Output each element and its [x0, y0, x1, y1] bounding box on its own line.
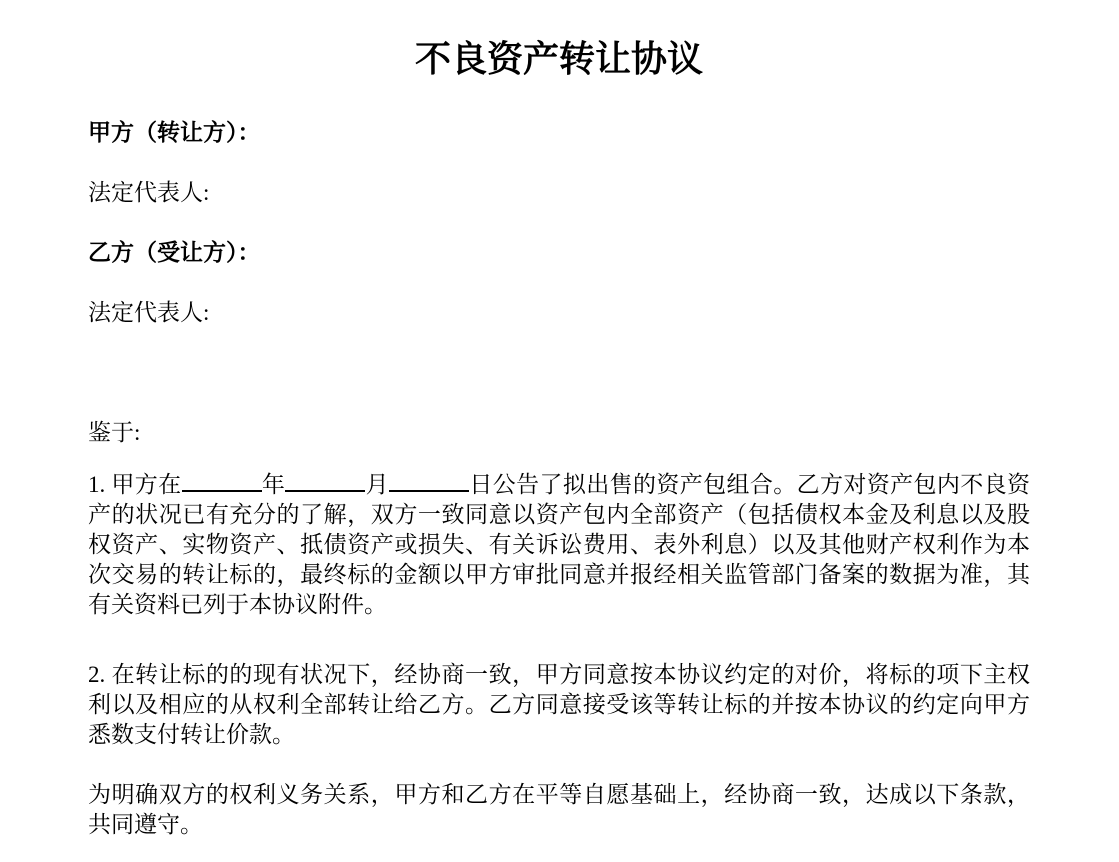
closing-paragraph: 为明确双方的权利义务关系，甲方和乙方在平等自愿基础上，经协商一致，达成以下条款，共同遵守。: [88, 782, 1030, 837]
month-blank-field: [285, 490, 365, 492]
clause-1-text-before-year: 1. 甲方在: [88, 472, 182, 497]
day-blank-field: [389, 490, 469, 492]
party-b-legal-representative-label: 法定代表人:: [88, 300, 210, 325]
year-blank-field: [182, 490, 262, 492]
clause-1: [88, 470, 1030, 620]
whereas-label: 鉴于:: [88, 420, 141, 445]
party-b-label: 乙方（受让方）：: [88, 240, 261, 265]
clause-1-text-after-day: 日公告了拟出售的资产包组合。乙方对资产包内不良资产的状况已有充分的了解，双方一致同意以资产包内全部资产（包括债权本金及利息以及股权资产、实物资产、抵债资产或损失、有关诉讼费用、表外利息）以及其他财产权利作为本次交易的转让标的，最终标的金额以甲方审批同意并报经相关监管部门备案的数据为准，其有关资料已列于本协议附件。: [88, 472, 1030, 617]
party-a-label: 甲方（转让方）：: [88, 120, 261, 145]
party-a-legal-representative-label: 法定代表人:: [88, 180, 210, 205]
clause-1-year-label: 年: [261, 472, 286, 497]
document-title: 不良资产转让协议: [414, 39, 703, 79]
clause-2: 2. 在转让标的的现有状况下，经协商一致，甲方同意按本协议约定的对价，将标的项下主权利以及相应的从权利全部转让给乙方。乙方同意接受该等转让标的并按本协议的约定向甲方悉数支付转让价款。: [88, 662, 1030, 747]
clause-1-month-label: 月: [365, 472, 389, 497]
